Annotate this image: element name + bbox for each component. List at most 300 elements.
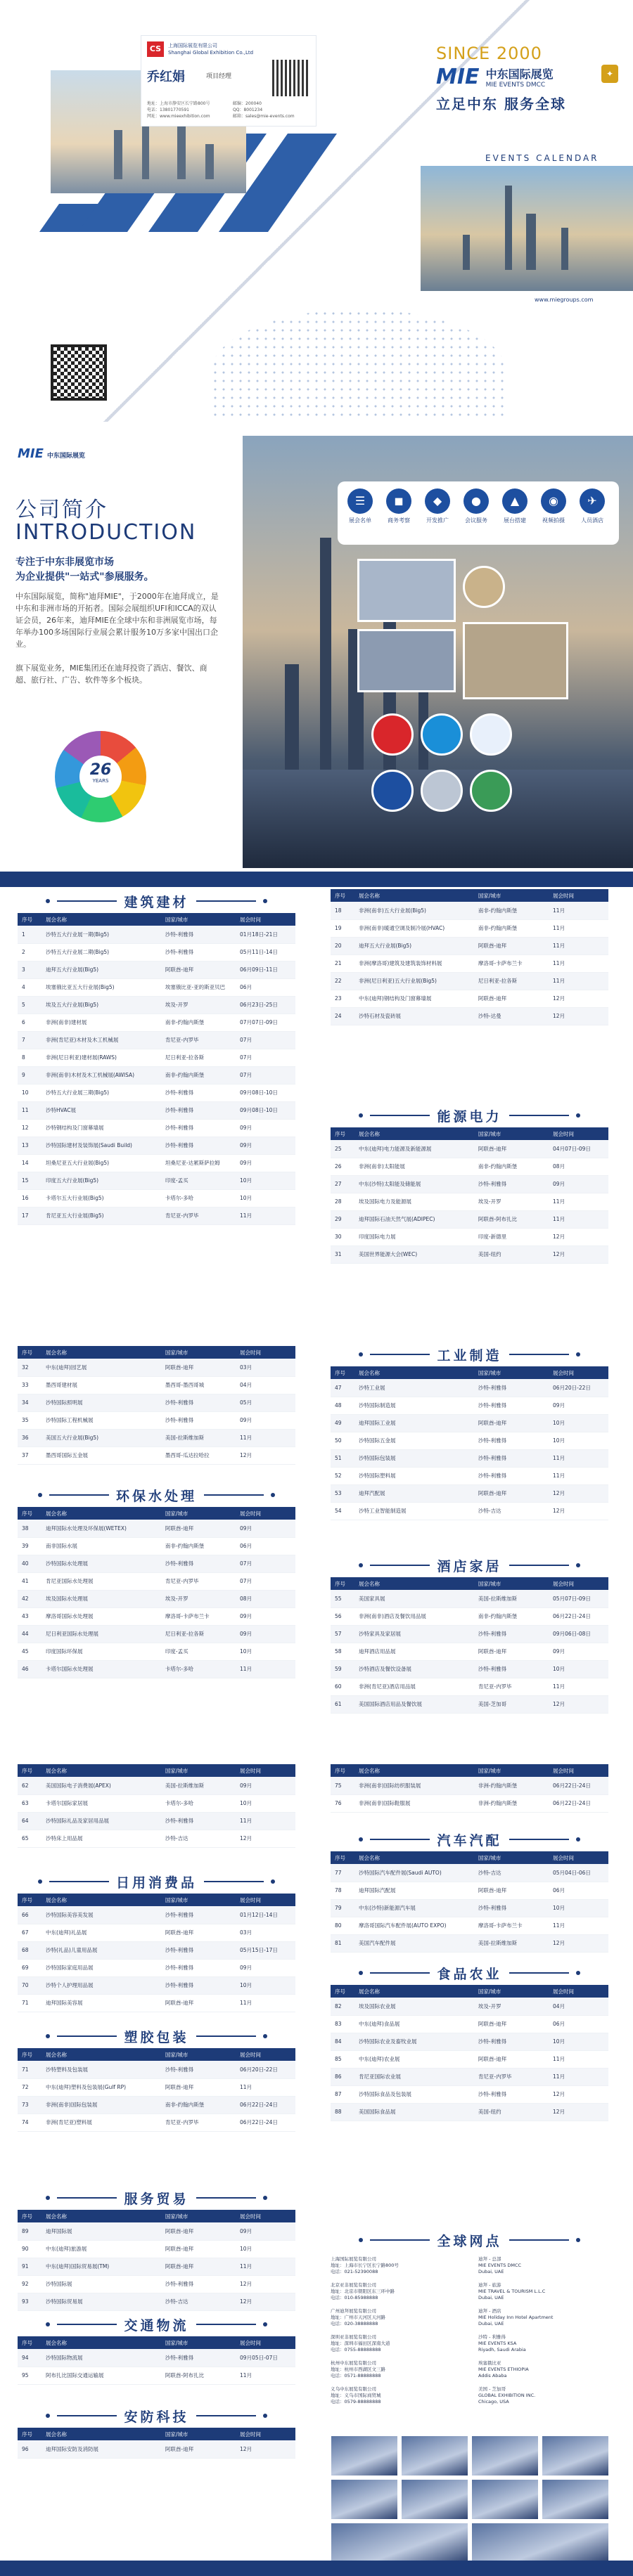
table-cell: 18 [331, 902, 354, 919]
exhibition-table [331, 1577, 608, 1714]
table-header-row [18, 2428, 295, 2440]
intro-lead: 专注于中东非展览市场 为企业提供"一站式"参展服务。 [15, 557, 154, 583]
table-cell: 35 [18, 1411, 41, 1429]
table-cell: 06月23日-25日 [236, 996, 295, 1014]
table-cell: 07月 [236, 1066, 295, 1084]
table-cell: 11月 [549, 2068, 608, 2085]
table-cell: 南非-约翰内斯堡 [474, 902, 549, 919]
table-row [18, 1189, 295, 1207]
table-cell: 中东(沙特)新能源汽车展 [354, 1899, 474, 1917]
section-title: 能源电力 [437, 1108, 502, 1125]
section-title: 交通物流 [124, 2317, 189, 2334]
table-cell: 阿联酋-阿布扎比 [474, 1210, 549, 1228]
table-cell: 中东(迪拜)旅游展 [41, 2240, 161, 2258]
table-cell: 33 [18, 1376, 41, 1394]
table-header-cell: 国家/城市 [474, 1577, 549, 1590]
table-cell: 埃及-开罗 [161, 996, 236, 1014]
table-cell: 63 [18, 1794, 41, 1812]
office-list-overseas [478, 2256, 619, 2412]
table-cell: 沙特国际食品及包装展 [354, 2085, 474, 2103]
table-cell: 埃及国际水处理展 [41, 1590, 161, 1607]
cover-slogan: 立足中东 服务全球 [436, 96, 566, 112]
table-cell: 沙特酒店及餐饮设备展 [354, 1660, 474, 1678]
table-cell: 36 [18, 1429, 41, 1446]
table-cell: 沙特-利雅得 [474, 1625, 549, 1643]
table-cell: 05月 [236, 1394, 295, 1411]
table-header-cell: 展会时间 [236, 2336, 295, 2349]
table-header-cell: 序号 [18, 2048, 41, 2061]
table-cell: 3 [18, 961, 41, 978]
table-cell: 78 [331, 1882, 354, 1899]
table-cell: 1 [18, 926, 41, 943]
table-cell: 12月 [236, 2275, 295, 2293]
table-row [331, 2015, 608, 2033]
event-photo [357, 629, 456, 692]
table-cell: 迪拜国际展 [41, 2222, 161, 2240]
table-cell: 31 [331, 1245, 354, 1263]
table-header-cell: 序号 [18, 1764, 41, 1777]
table-cell: 沙特塑料及包装展 [41, 2061, 161, 2078]
exhibition-table [18, 2210, 295, 2311]
table-cell: 非洲(南非)太阳能展 [354, 1158, 474, 1175]
table-cell: 01月18日-21日 [236, 926, 295, 943]
table-header-row [331, 1764, 608, 1777]
table-row [18, 1555, 295, 1572]
table-cell: 卡塔尔-多哈 [161, 1794, 236, 1812]
table-cell: 阿联酋-迪拜 [161, 961, 236, 978]
exhibition-table [18, 1894, 295, 2012]
table-cell: 沙特-达曼 [474, 1007, 549, 1025]
table-cell: 11月 [549, 954, 608, 972]
table-cell: 沙特国际工程机械展 [41, 1411, 161, 1429]
table-cell: 09月 [236, 1959, 295, 1976]
table-cell: 沙特-利雅得 [474, 1449, 549, 1467]
table-row [331, 1414, 608, 1432]
table-header-cell: 展会时间 [236, 1507, 295, 1520]
table-cell: 12月 [549, 2085, 608, 2103]
table-row [331, 2033, 608, 2050]
section-header [18, 1870, 295, 1894]
table-row [18, 2258, 295, 2275]
table-cell: 11月 [549, 1678, 608, 1695]
table-cell: 非洲-约翰内斯堡 [474, 1794, 549, 1812]
table-cell: 沙特国际物流展 [41, 2349, 161, 2367]
table-cell: 10月 [236, 1976, 295, 1994]
table-cell: 06月 [236, 1537, 295, 1555]
table-cell: 沙特国际农业及畜牧业展 [354, 2033, 474, 2050]
table-header-cell: 序号 [331, 1577, 354, 1590]
table-cell: 72 [18, 2078, 41, 2096]
table-row [18, 1411, 295, 1429]
table-row [18, 1014, 295, 1031]
table-cell: 14 [18, 1154, 41, 1172]
office-item: 迪拜 - 总部 MIE EVENTS DMCC Dubai, UAE [478, 2256, 522, 2274]
table-cell: 阿联酋-阿布扎比 [161, 2367, 236, 2384]
office-list-china [331, 2256, 471, 2412]
table-cell: 9 [18, 1066, 41, 1084]
table-cell: 阿联酋-迪拜 [474, 1882, 549, 1899]
table-cell: 62 [18, 1777, 41, 1794]
table-header-cell: 展会名称 [41, 2336, 161, 2349]
hotel-icon: ✈ [580, 488, 605, 514]
table-cell: 12月 [549, 1934, 608, 1952]
table-row [18, 1830, 295, 1847]
exhibition-section [18, 889, 295, 1225]
table-row [331, 1467, 608, 1484]
table-cell: 09月 [549, 1643, 608, 1660]
table-row [18, 1924, 295, 1941]
table-cell: 肯尼亚-内罗毕 [161, 1031, 236, 1049]
table-row [331, 1379, 608, 1397]
exhibition-section [331, 889, 608, 1025]
table-cell: 76 [331, 1794, 354, 1812]
table-cell: 印度国际电力展 [354, 1228, 474, 1245]
gallery-photo [401, 2435, 468, 2476]
table-cell: 迪拜汽配展 [354, 1484, 474, 1502]
table-header-cell: 展会名称 [41, 2210, 161, 2222]
meeting-icon: ● [463, 488, 489, 514]
table-cell: 沙特-吉达 [474, 1864, 549, 1882]
table-cell: 印度-新德里 [474, 1228, 549, 1245]
table-cell: 46 [18, 1660, 41, 1678]
table-cell: 墨西哥国际五金展 [41, 1446, 161, 1464]
table-cell: 墨西哥-瓜达拉哈拉 [161, 1446, 236, 1464]
table-cell: 沙特国际制造展 [354, 1397, 474, 1414]
table-header-cell: 国家/城市 [161, 1346, 236, 1359]
table-cell: 20 [331, 937, 354, 954]
table-cell: 沙特国际水处理展 [41, 1555, 161, 1572]
table-header-cell: 序号 [18, 2428, 41, 2440]
table-row [331, 1193, 608, 1210]
section-header [18, 889, 295, 913]
table-cell: 南非-约翰内斯堡 [161, 1014, 236, 1031]
table-row [331, 1228, 608, 1245]
table-cell: 沙特国际包装展 [354, 1449, 474, 1467]
table-header-cell: 展会名称 [41, 1894, 161, 1906]
table-cell: 49 [331, 1414, 354, 1432]
table-cell: 坦桑尼亚-达累斯萨拉姆 [161, 1154, 236, 1172]
table-cell: 09月 [236, 2222, 295, 2240]
services-panel [338, 481, 619, 545]
table-row [18, 2222, 295, 2240]
table-cell: 68 [18, 1941, 41, 1959]
table-header-cell: 展会时间 [549, 1851, 608, 1864]
office-item: 深圳亚非展览有限公司 地址：深圳市福田区深南大道 电话：0755-88888888 [331, 2334, 390, 2352]
table-cell: 05月07日-09日 [549, 1590, 608, 1607]
table-header-cell: 国家/城市 [474, 1985, 549, 1998]
table-header-cell: 序号 [331, 1851, 354, 1864]
gallery-photo [542, 2435, 609, 2476]
table-header-row [18, 1764, 295, 1777]
table-cell: 卡塔尔-多哈 [161, 1189, 236, 1207]
table-row [18, 1119, 295, 1137]
table-cell: 阿联酋-迪拜 [161, 2222, 236, 2240]
table-row [331, 1625, 608, 1643]
table-header-cell: 序号 [331, 889, 354, 902]
table-cell: 75 [331, 1777, 354, 1794]
table-row [331, 972, 608, 990]
table-cell: 中东(迪拜)食品展 [354, 2015, 474, 2033]
table-cell: 6 [18, 1014, 41, 1031]
table-cell: 10月 [236, 2240, 295, 2258]
table-cell: 04月 [236, 1376, 295, 1394]
table-cell: 56 [331, 1607, 354, 1625]
table-cell: 8 [18, 1049, 41, 1066]
table-cell: 57 [331, 1625, 354, 1643]
section-header [18, 2404, 295, 2428]
hotel-logo-icon [470, 770, 512, 812]
table-cell: 沙特五大行业展一期(Big5) [41, 926, 161, 943]
table-header-cell: 展会时间 [549, 1985, 608, 1998]
section-header [331, 1961, 608, 1985]
gallery-photo [331, 2435, 398, 2476]
exhibition-table [331, 1366, 608, 1520]
table-row [18, 2078, 295, 2096]
service-item: ◼ 商务考察 [382, 488, 416, 524]
table-header-cell: 国家/城市 [474, 1127, 549, 1140]
table-header-cell: 展会时间 [549, 889, 608, 902]
table-cell: 沙特-利雅得 [161, 2061, 236, 2078]
table-cell: 11月 [549, 2050, 608, 2068]
table-cell: 55 [331, 1590, 354, 1607]
table-cell: 沙特-利雅得 [161, 1941, 236, 1959]
table-cell: 肯尼亚-内罗毕 [161, 1572, 236, 1590]
table-cell: 中东(迪拜)农业展 [354, 2050, 474, 2068]
table-cell: 尼日利亚-拉各斯 [474, 972, 549, 990]
table-cell: 11月 [236, 2367, 295, 2384]
table-cell: 11月 [549, 972, 608, 990]
table-cell: 非洲(尼日利亚)五大行业展(Big5) [354, 972, 474, 990]
exhibition-section [331, 1764, 608, 1813]
table-row [18, 1376, 295, 1394]
table-cell: 71 [18, 2061, 41, 2078]
table-cell: 肯尼亚国际农业展 [354, 2068, 474, 2085]
table-cell: 沙特工业展 [354, 1379, 474, 1397]
table-cell: 06月 [549, 2015, 608, 2033]
exhibition-table [331, 1985, 608, 2121]
table-row [18, 1572, 295, 1590]
table-cell: 阿联酋-迪拜 [161, 2240, 236, 2258]
table-cell: 美国-拉斯维加斯 [474, 1590, 549, 1607]
table-cell: 阿联酋-迪拜 [161, 2258, 236, 2275]
table-cell: 69 [18, 1959, 41, 1976]
section-header [18, 2186, 295, 2210]
table-cell: 尼日利亚-拉各斯 [161, 1049, 236, 1066]
table-cell: 54 [331, 1502, 354, 1520]
table-row [18, 1941, 295, 1959]
mie-logo-cn: 中东国际展览 [485, 67, 554, 81]
table-cell: 中东(沙特)太阳能及储能展 [354, 1175, 474, 1193]
table-row [331, 1882, 608, 1899]
table-cell: 尼日利亚国际水处理展 [41, 1625, 161, 1643]
table-cell: 肯尼亚-内罗毕 [161, 2114, 236, 2131]
camera-icon: ◉ [541, 488, 566, 514]
table-row [18, 1660, 295, 1678]
table-cell: 阿联酋-迪拜 [161, 1359, 236, 1376]
gallery-photo [331, 2523, 468, 2563]
table-cell: 沙特工业智能制造展 [354, 1502, 474, 1520]
table-header-cell: 序号 [18, 1507, 41, 1520]
table-row [331, 954, 608, 972]
table-cell: 87 [331, 2085, 354, 2103]
megaphone-icon: ◆ [425, 488, 450, 514]
table-cell: 沙特国际美容美发展 [41, 1906, 161, 1924]
table-cell: 肯尼亚国际水处理展 [41, 1572, 161, 1590]
table-cell: 中东(迪拜)国际贸易展(TM) [41, 2258, 161, 2275]
table-cell: 坦桑尼亚五大行业展(Big5) [41, 1154, 161, 1172]
table-cell: 10月 [236, 1172, 295, 1189]
table-row [18, 2240, 295, 2258]
card-contact-info: 地址：上海市静安区长宁路800号 电话：13801770591 网址：www.mieexhibition.com [147, 101, 210, 119]
table-row [331, 1899, 608, 1917]
gallery-photo [471, 2523, 609, 2563]
table-cell: 阿联酋-迪拜 [161, 2440, 236, 2458]
table-cell: 94 [18, 2349, 41, 2367]
table-cell: 42 [18, 1590, 41, 1607]
service-item: ☰ 展会名单 [343, 488, 377, 524]
table-cell: 07月 [236, 1031, 295, 1049]
table-cell: 非洲(南非)五大行业展(Big5) [354, 902, 474, 919]
section-header [18, 2312, 295, 2336]
exhibition-section [18, 1764, 295, 1848]
years-label: YEARS [92, 778, 109, 784]
table-cell: 南非-约翰内斯堡 [161, 1537, 236, 1555]
footer-band [0, 2561, 633, 2576]
office-item: 美国 - 芝加哥 GLOBAL EXHIBITION INC. Chicago, USA [478, 2386, 536, 2405]
table-cell: 12月 [236, 1446, 295, 1464]
table-cell: 09月 [236, 1520, 295, 1537]
exhibition-section [18, 2186, 295, 2311]
table-cell: 卡塔尔-多哈 [161, 1660, 236, 1678]
section-title: 酒店家居 [437, 1558, 502, 1574]
table-header-cell: 序号 [331, 1764, 354, 1777]
table-cell: 09月 [549, 1397, 608, 1414]
table-cell: 阿联酋-迪拜 [161, 1520, 236, 1537]
table-cell: 05月15日-17日 [236, 1941, 295, 1959]
table-cell: 美国-芝加哥 [474, 1695, 549, 1713]
crm-icon [421, 713, 463, 756]
table-cell: 沙特-利雅得 [161, 1555, 236, 1572]
table-cell: 86 [331, 2068, 354, 2085]
table-cell: 50 [331, 1432, 354, 1449]
table-cell: 11月 [549, 1467, 608, 1484]
events-calendar-label: EVENTS CALENDAR [485, 153, 599, 163]
table-row [331, 1432, 608, 1449]
table-row [331, 1864, 608, 1882]
table-header-cell: 国家/城市 [161, 913, 236, 926]
table-cell: 沙特-利雅得 [474, 1175, 549, 1193]
table-row [331, 1210, 608, 1228]
table-header-cell: 国家/城市 [474, 1366, 549, 1379]
table-cell: 90 [18, 2240, 41, 2258]
table-cell: 阿联酋-迪拜 [474, 1643, 549, 1660]
table-cell: 11月 [236, 2258, 295, 2275]
table-cell: 沙特国际贸易展 [41, 2293, 161, 2310]
table-cell: 26 [331, 1158, 354, 1175]
table-cell: 84 [331, 2033, 354, 2050]
table-cell: 迪拜国际石油天然气展(ADIPEC) [354, 1210, 474, 1228]
table-row [18, 961, 295, 978]
table-cell: 81 [331, 1934, 354, 1952]
table-cell: 03月 [236, 1924, 295, 1941]
office-item: 广州迪拜展览有限公司 地址：广州市天河区天河路 电话：020-38888888 [331, 2308, 385, 2326]
table-cell: 09月 [549, 1175, 608, 1193]
table-cell: 阿联酋-迪拜 [474, 1414, 549, 1432]
table-cell: 39 [18, 1537, 41, 1555]
table-row [18, 978, 295, 996]
table-cell: 11月 [549, 1917, 608, 1934]
app-icon [371, 713, 414, 756]
section-title: 安防科技 [124, 2409, 189, 2425]
table-header-row [18, 1346, 295, 1359]
office-item: 上海国际展览有限公司 地址：上海市长宁区长宁路800号 电话：021-52390088 [331, 2256, 399, 2274]
card-company-cn: 上海国际展览有限公司 [168, 43, 217, 48]
divider-band [0, 872, 633, 887]
table-cell: 19 [331, 919, 354, 937]
table-cell: 埃及-开罗 [161, 1590, 236, 1607]
table-row [18, 2367, 295, 2384]
table-row [18, 943, 295, 961]
service-item: ● 会议服务 [459, 488, 493, 524]
table-cell: 11月 [236, 1660, 295, 1678]
table-cell: 南非国际水展 [41, 1537, 161, 1555]
office-item: 义乌中东展览有限公司 地址：义乌市国际商贸城 电话：0579-88888888 [331, 2386, 381, 2405]
table-cell: 沙特-利雅得 [474, 1467, 549, 1484]
table-row [331, 1678, 608, 1695]
table-cell: 沙特国际建材及装饰展(Saudi Build) [41, 1137, 161, 1154]
table-header-cell: 展会时间 [236, 1764, 295, 1777]
section-title: 服务贸易 [124, 2191, 189, 2207]
table-header-cell: 序号 [18, 2336, 41, 2349]
table-row [331, 1175, 608, 1193]
mie-logo [436, 65, 554, 89]
table-cell: 09月 [236, 1625, 295, 1643]
table-cell: 06月22日-24日 [236, 2114, 295, 2131]
table-row [331, 2050, 608, 2068]
table-cell: 38 [18, 1520, 41, 1537]
table-cell: 阿联酋-迪拜 [161, 1994, 236, 2012]
table-row [331, 1502, 608, 1520]
table-cell: 非洲(南非)建材展 [41, 1014, 161, 1031]
exhibition-section [331, 1342, 608, 1520]
intro-title-en: INTRODUCTION [15, 520, 197, 545]
event-photo [463, 622, 568, 699]
table-cell: 肯尼亚-内罗毕 [474, 2068, 549, 2085]
office-item: 杭州中东展览有限公司 地址：杭州市西湖区文三路 电话：0571-88888888 [331, 2360, 385, 2378]
table-cell: 25 [331, 1140, 354, 1158]
table-cell: 沙特石材及瓷砖展 [354, 1007, 474, 1025]
table-cell: 4 [18, 978, 41, 996]
table-header-cell: 序号 [331, 1985, 354, 1998]
section-header [331, 1553, 608, 1577]
exhibition-section [331, 1827, 608, 1953]
table-cell: 美国-纽约 [474, 1245, 549, 1263]
table-row [331, 1245, 608, 1263]
website-link[interactable]: www.miegroups.com [535, 297, 594, 303]
table-row [331, 1140, 608, 1158]
section-title: 建筑建材 [124, 894, 189, 910]
exhibition-section [331, 1103, 608, 1264]
table-cell: 10月 [549, 1432, 608, 1449]
table-cell: 沙特-利雅得 [161, 1084, 236, 1101]
table-row [331, 919, 608, 937]
table-cell: 中东(迪拜)礼品展 [41, 1924, 161, 1941]
table-row [18, 1101, 295, 1119]
table-cell: 07月 [236, 1049, 295, 1066]
table-row [18, 1643, 295, 1660]
service-item: ▲ 展台搭建 [498, 488, 532, 524]
table-cell: 32 [18, 1359, 41, 1376]
